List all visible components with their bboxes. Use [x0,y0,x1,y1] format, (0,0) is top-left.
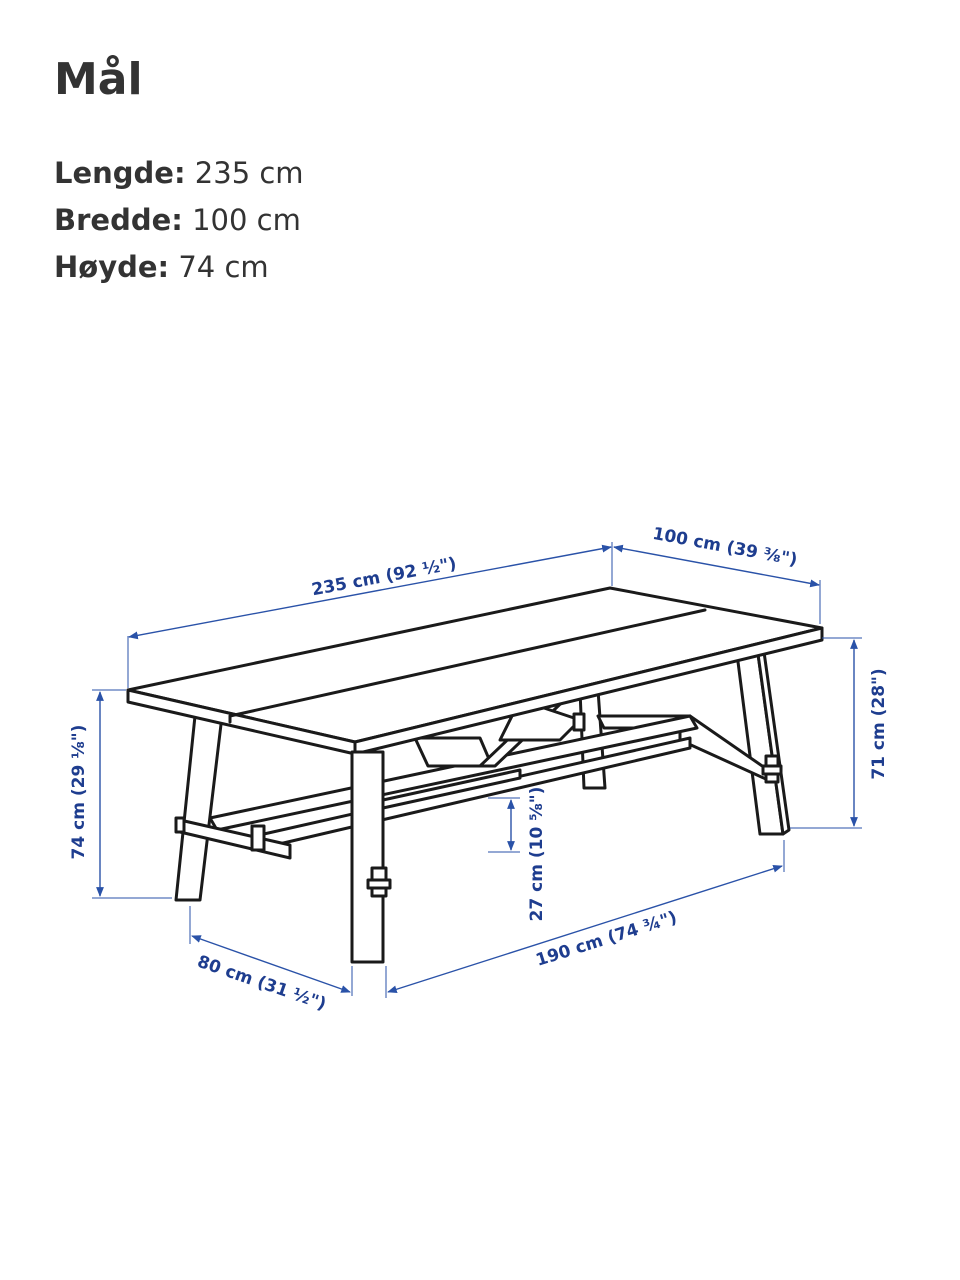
label-width: 100 cm (39 ⅜") [650,523,799,571]
label-stretcher-height: 27 cm (10 ⅝") [527,786,547,922]
rail-left-block [252,826,264,850]
label-height: 74 cm (29 ⅛") [69,724,89,860]
table-illustration [128,588,822,962]
label-leg-height: 71 cm (28") [869,668,889,780]
dimline-spread-length [388,866,782,992]
spec-width-value: 100 cm [192,203,301,237]
peg-back [574,714,584,730]
spec-length-value: 235 cm [194,156,304,190]
peg-front-wedge [368,880,390,888]
page-title: Mål [54,54,143,105]
spec-height-value: 74 cm [178,250,269,284]
label-length: 235 cm (92 ½") [310,553,459,601]
spec-length-label: Lengde: [54,156,186,190]
label-spread-width: 80 cm (31 ½") [194,951,329,1015]
leg-front [352,752,383,962]
peg-left [176,818,184,832]
spec-width-label: Bredde: [54,203,183,237]
label-spread-length: 190 cm (74 ¾") [533,907,680,971]
leg-left [176,716,222,900]
spec-height-label: Høyde: [54,250,170,284]
brace-horizontal [415,738,492,766]
peg-right-wedge [763,766,781,774]
